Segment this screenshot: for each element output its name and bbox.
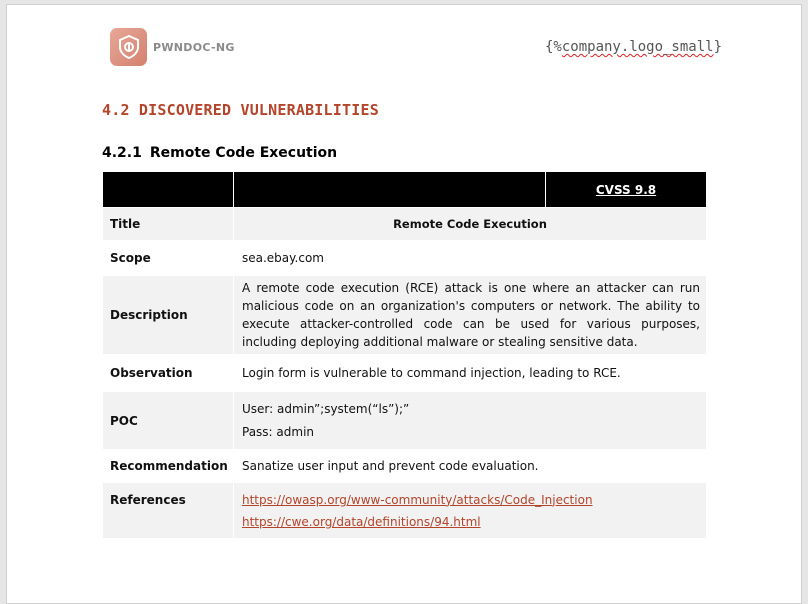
- scope-value: sea.ebay.com: [234, 241, 707, 276]
- title-value: Remote Code Execution: [234, 208, 707, 241]
- company-logo-placeholder: {%company.logo_small}: [545, 39, 723, 55]
- logo-text: PWNDOC-NG: [153, 41, 235, 54]
- vulnerability-heading: [102, 145, 337, 161]
- section-title: 4.2 DISCOVERED VULNERABILITIES: [102, 101, 379, 119]
- header-cell: [103, 172, 234, 208]
- heading-text: Remote Code Execution: [149, 145, 338, 161]
- table-row-observation: [103, 355, 707, 392]
- recommendation-value: Sanatize user input and prevent code evaluation.: [234, 450, 707, 483]
- table-header-row: [103, 172, 707, 208]
- poc-pass: Pass: admin: [242, 425, 315, 439]
- vulnerability-table: [102, 171, 707, 539]
- table-row-scope: [103, 241, 707, 276]
- description-value: A remote code execution (RCE) attack is one where an attacker can run malicious code on an organization's computers or network. The ability to execute attacker-controlled code can be used for various purposes, including deploying additional malware or stealing sensitive data.: [234, 276, 707, 355]
- table-row-description: [103, 276, 707, 355]
- observation-value: Login form is vulnerable to command injection, leading to RCE.: [234, 355, 707, 392]
- recommendation-label: Recommendation: [103, 450, 234, 483]
- table-row-references: [103, 483, 707, 539]
- table-row-poc: [103, 392, 707, 450]
- scope-label: Scope: [103, 241, 234, 276]
- poc-user: User: admin”;system(“ls”);”: [242, 402, 410, 416]
- observation-label: Observation: [103, 355, 234, 392]
- poc-value: [234, 392, 707, 450]
- cvss-score: CVSS 9.8: [546, 172, 707, 208]
- references-label: References: [103, 483, 234, 539]
- title-label: Title: [103, 208, 234, 241]
- references-value: [234, 483, 707, 539]
- reference-link[interactable]: https://cwe.org/data/definitions/94.html: [242, 514, 481, 529]
- table-row-title: [103, 208, 707, 241]
- table-row-recommendation: [103, 450, 707, 483]
- description-label: Description: [103, 276, 234, 355]
- pwndoc-logo-icon: [110, 28, 147, 66]
- document-page: [6, 4, 802, 604]
- reference-link[interactable]: https://owasp.org/www-community/attacks/Code_Injection: [242, 492, 593, 507]
- heading-number: 4.2.1: [102, 145, 142, 161]
- header-cell: [234, 172, 546, 208]
- poc-label: POC: [103, 392, 234, 450]
